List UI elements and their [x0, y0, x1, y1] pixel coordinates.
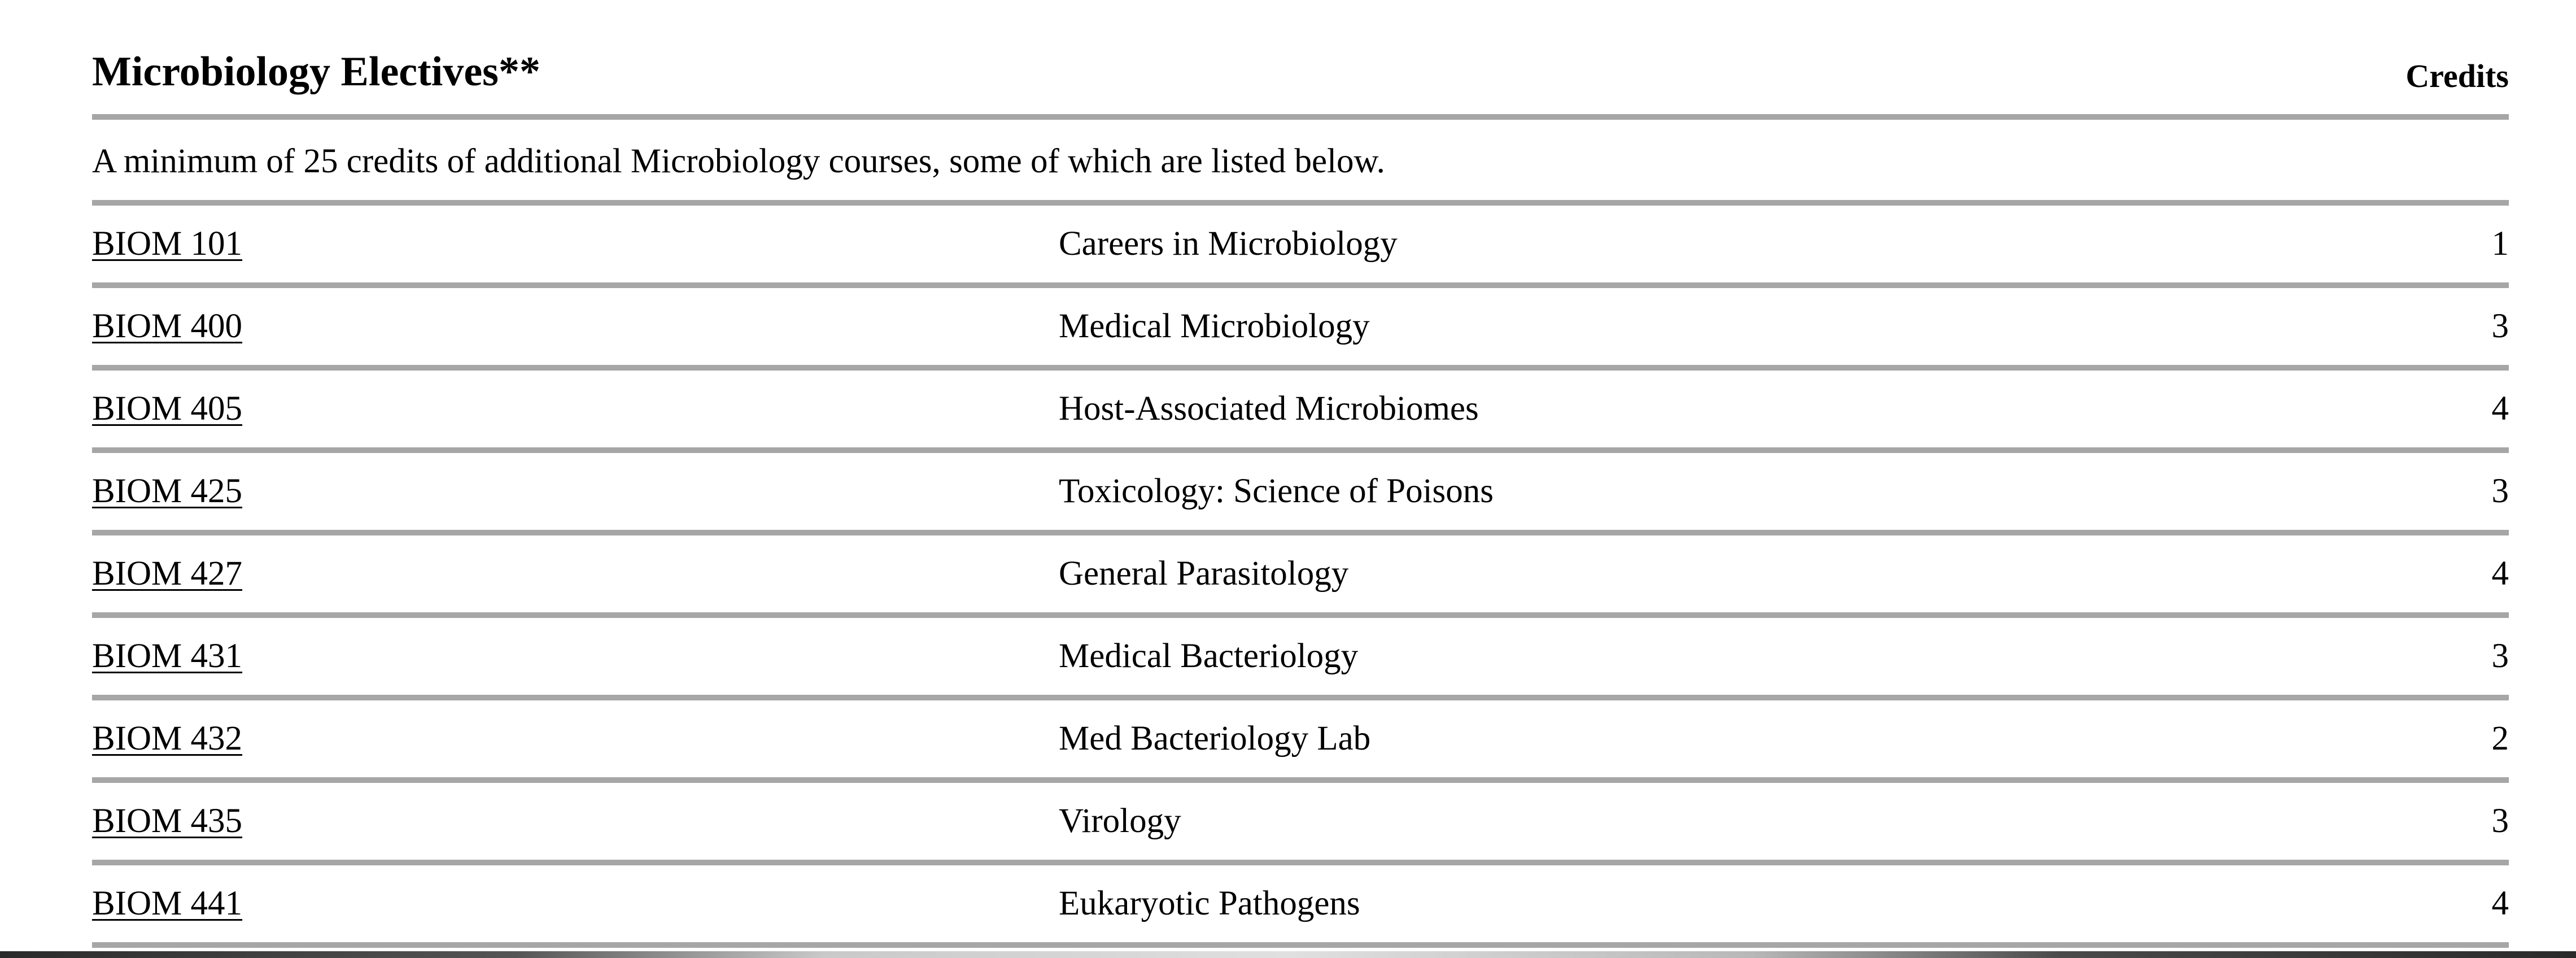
section-header [92, 0, 2509, 120]
course-title: Careers in Microbiology [1059, 225, 1398, 263]
course-code-cell [92, 554, 1059, 594]
course-credits: 3 [2491, 802, 2509, 840]
course-code-cell [92, 307, 1059, 346]
course-code-cell [92, 719, 1059, 759]
course-title: General Parasitology [1059, 555, 1349, 593]
electives-section [92, 0, 2509, 948]
credits-column-header: Credits [2405, 58, 2509, 94]
table-row [92, 618, 2509, 700]
course-link[interactable]: BIOM 427 [92, 555, 243, 593]
course-link[interactable]: BIOM 441 [92, 885, 243, 922]
course-title: Med Bacteriology Lab [1059, 720, 1371, 757]
course-title: Virology [1059, 802, 1181, 840]
course-code-cell [92, 472, 1059, 511]
course-credits: 4 [2491, 555, 2509, 593]
table-row [92, 288, 2509, 371]
course-code-cell [92, 802, 1059, 841]
course-link[interactable]: BIOM 432 [92, 720, 243, 757]
table-row [92, 865, 2509, 948]
table-row [92, 783, 2509, 865]
course-credits: 4 [2491, 390, 2509, 428]
course-title: Host-Associated Microbiomes [1059, 390, 1479, 428]
section-intro: A minimum of 25 credits of additional Microbiology courses, some of which are listed below. [92, 120, 2509, 206]
table-row [92, 371, 2509, 453]
course-link[interactable]: BIOM 405 [92, 390, 243, 428]
course-title: Toxicology: Science of Poisons [1059, 472, 1494, 510]
course-title: Eukaryotic Pathogens [1059, 885, 1360, 922]
course-title: Medical Microbiology [1059, 307, 1370, 345]
table-row [92, 535, 2509, 618]
course-credits: 3 [2491, 637, 2509, 675]
course-code-cell [92, 637, 1059, 676]
course-credits: 3 [2491, 307, 2509, 345]
course-link[interactable]: BIOM 425 [92, 472, 243, 510]
course-credits: 4 [2491, 885, 2509, 922]
course-credits: 2 [2491, 720, 2509, 757]
course-code-cell [92, 389, 1059, 429]
course-code-cell [92, 224, 1059, 264]
course-link[interactable]: BIOM 400 [92, 307, 243, 345]
course-code-cell [92, 884, 1059, 924]
course-credits: 1 [2491, 225, 2509, 263]
course-link[interactable]: BIOM 435 [92, 802, 243, 840]
course-credits: 3 [2491, 472, 2509, 510]
table-row [92, 453, 2509, 535]
table-row [92, 206, 2509, 288]
course-title: Medical Bacteriology [1059, 637, 1359, 675]
table-row [92, 700, 2509, 783]
course-link[interactable]: BIOM 431 [92, 637, 243, 675]
bottom-edge-strip [0, 951, 2576, 958]
course-link[interactable]: BIOM 101 [92, 225, 243, 263]
section-title: Microbiology Electives** [92, 49, 540, 95]
